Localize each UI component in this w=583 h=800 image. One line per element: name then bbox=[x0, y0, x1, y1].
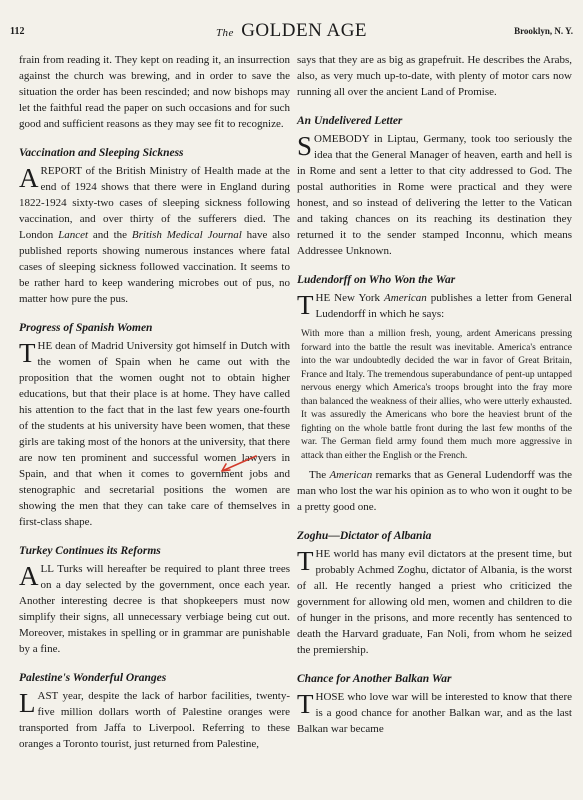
heading-palestine: Palestine's Wonderful Oranges bbox=[19, 672, 167, 684]
page-number: 112 bbox=[10, 26, 25, 37]
publication-name: Lancet bbox=[58, 229, 89, 241]
article-text: AST year, despite the lack of harbor facilities, twenty-five million dollars worth of Palestine oranges were transported from Jaffa to Liverpool. Referring to these oranges a Toronto tourist, just returned from Palestine, bbox=[19, 690, 290, 750]
article-text: OMEBODY in Liptau, Germany, took too seriously the idea that the General Manager of heaven, earth and hell is in Rome and sent a letter to that city addressed to God. The postal authorities in Rome were practical and they were honest, and so instead of delivering the letter to the Vatican and taking chances on its reaching its destination they returned it to the sender stamped Inconnu, which means Addressee Unknown. bbox=[297, 133, 572, 257]
heading-spanish-women: Progress of Spanish Women bbox=[19, 322, 153, 334]
heading-undelivered-letter: An Undelivered Letter bbox=[297, 115, 403, 127]
article-text: HE world has many evil dictators at the present time, but probably Achmed Zoghu, dictator of Albania, is the worst of all. He recently hanged a priest who criticized the government for allowing old men, women and children to die of hunger in the prisons, and more recently has sentenced to death the Harvard graduate, Fan Noli, from whom he seized the premiership. bbox=[297, 548, 572, 656]
drop-cap: T bbox=[297, 689, 314, 719]
publication-location: Brooklyn, N. Y. bbox=[514, 26, 573, 36]
heading-ludendorff: Ludendorff on Who Won the War bbox=[297, 274, 456, 286]
drop-cap: L bbox=[19, 688, 36, 718]
article-text: HOSE who love war will be interested to know that there is a good chance for another Balkan war, and as the last Balkan war became bbox=[297, 691, 572, 735]
article-spanish-women bbox=[19, 338, 290, 530]
heading-zoghu: Zoghu—Dictator of Albania bbox=[297, 530, 432, 542]
article-text: LL Turks will hereafter be required to plant three trees on a day selected by the government, once each year. Another interesting decree is that shopkeepers must now simplify their signs, all unnecessary verbiage being cut out. Moreover, mistakes in spelling or in grammar are punishable by a fine. bbox=[19, 563, 290, 655]
left-column bbox=[19, 52, 290, 752]
page-header bbox=[10, 20, 573, 48]
heading-vaccination: Vaccination and Sleeping Sickness bbox=[19, 147, 184, 159]
drop-cap: A bbox=[19, 163, 39, 193]
article-turkey bbox=[19, 561, 290, 657]
article-zoghu bbox=[297, 546, 572, 658]
article-text: and the bbox=[88, 229, 132, 241]
drop-cap: S bbox=[297, 131, 313, 161]
article-ludendorff bbox=[297, 290, 572, 322]
heading-turkey: Turkey Continues its Reforms bbox=[19, 545, 161, 557]
drop-cap: T bbox=[297, 546, 314, 576]
article-ludendorff-remark bbox=[297, 467, 572, 515]
article-vaccination bbox=[19, 163, 290, 307]
article-balkan bbox=[297, 689, 572, 737]
continued-paragraph: says that they are as big as grapefruit. He describes the Arabs, also, as very much up-to-date, with plenty of motor cars now running all over the ancient Land of Promise. bbox=[297, 54, 572, 98]
drop-cap: T bbox=[19, 338, 36, 368]
annotation-arrow-icon bbox=[218, 453, 258, 475]
drop-cap: A bbox=[19, 561, 39, 591]
block-quote: With more than a million fresh, young, ardent Americans pressing forward into the battle the result was inevitable. America's entrance into the war undoubtedly decided the war in favor of Great Britain, France and Italy. The tremendous superabundance of pent-up untapped nervous energy which America's troops brought into the fray more than balanced the weakness of their allies, who were utterly exhausted. It was assuredly the Americans who bore the heaviest brunt of the fighting on the whole battle front during the last few months of the war. The German field army found them much more aggressive in attack than either the English or the French. bbox=[301, 329, 572, 461]
right-column bbox=[297, 52, 572, 737]
publication-name: American bbox=[384, 292, 427, 304]
continued-paragraph: frain from reading it. They kept on reading it, an insurrection against the church was brewing, and in order to save the situation the order has been rescinded; and now bishops may let the faithful read the paper on such occasions and for such good and sufficient reasons as they may see fit to recognize. bbox=[19, 54, 290, 130]
article-text: remarks that as General Ludendorff was the man who lost the war his opinion as to who won it ought to be a pretty good one. bbox=[297, 469, 572, 513]
masthead-the: The bbox=[215, 27, 234, 39]
publication-name: American bbox=[329, 469, 373, 481]
article-text: have also published reports showing numerous instances where fatal cases of sleeping sickness followed vaccination. It seems to be rather hard to keep wandering microbes out of pus, no matter how pure the pus. bbox=[19, 229, 290, 305]
masthead-title bbox=[10, 20, 573, 42]
article-palestine bbox=[19, 688, 290, 752]
drop-cap: T bbox=[297, 290, 314, 320]
article-text: HE dean of Madrid University got himself in Dutch with the women of Spain when he came out with the proposition that the women ought not to obtain higher educations, but that their place is at home. They have called his attention to the fact that in the last few years one-fourth of the students at his university have been women, that these girls are taking most of the honors at the university, that there are now ten prominent and successful women lawyers in Spain, and that when it comes to government jobs and stenographic and secretarial positions the women are showing the men that they can take care of themselves in first-class shape. bbox=[19, 340, 290, 528]
article-text: REPORT of the British Ministry of Health made at the end of 1924 shows that there were in England during 1822-1924 sixty-two cases of sleeping sickness following vaccination, and over thirty of the sufferers died. The London bbox=[19, 165, 290, 241]
heading-balkan: Chance for Another Balkan War bbox=[297, 673, 452, 685]
masthead-name: GOLDEN AGE bbox=[241, 20, 368, 41]
article-text: HE New York bbox=[315, 292, 385, 304]
publication-name: British Medical Journal bbox=[131, 229, 242, 241]
article-text: publishes a letter from General Ludendorff in which he says: bbox=[315, 292, 573, 320]
article-undelivered-letter bbox=[297, 131, 572, 259]
article-text: The bbox=[309, 469, 330, 481]
